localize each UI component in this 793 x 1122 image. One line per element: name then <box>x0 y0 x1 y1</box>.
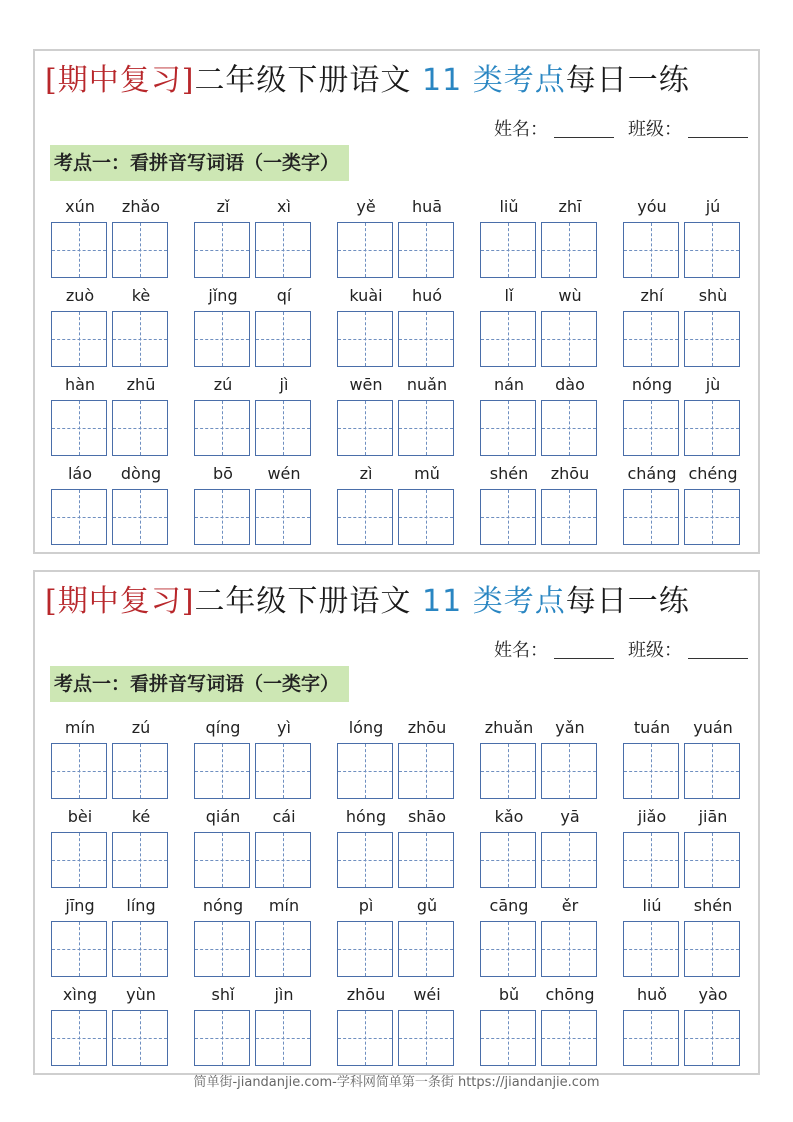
writing-box[interactable] <box>480 1010 536 1066</box>
name-label: 姓名： <box>494 119 548 140</box>
grid-row <box>51 805 745 894</box>
title-number: 11 <box>421 584 463 619</box>
writing-box[interactable] <box>337 489 393 545</box>
pinyin-label: pì <box>358 896 374 915</box>
title-grade: 二年级下册语文 <box>194 63 412 98</box>
pinyin-label: mǔ <box>414 464 440 483</box>
pinyin-label: jìn <box>274 985 294 1004</box>
section-heading: 考点一：看拼音写词语（一类字） <box>50 145 349 181</box>
pinyin-label: zhǎo <box>121 197 161 216</box>
pinyin-label: huǒ <box>636 985 668 1004</box>
title-highlight: 类考点 <box>472 63 566 98</box>
title-highlight: 类考点 <box>472 584 566 619</box>
pinyin-label: hàn <box>64 375 96 394</box>
class-field[interactable] <box>688 642 748 659</box>
pinyin-label: yuán <box>693 718 733 737</box>
writing-box[interactable] <box>684 489 740 545</box>
title-tail: 每日一练 <box>565 63 690 98</box>
pinyin-label: lóng <box>348 718 384 737</box>
pinyin-label: nuǎn <box>406 375 448 394</box>
pinyin-label: jiān <box>698 807 728 826</box>
pinyin-label: zhōu <box>346 985 386 1004</box>
pinyin-label: kè <box>131 286 151 305</box>
writing-box[interactable] <box>623 311 679 367</box>
writing-box[interactable] <box>623 489 679 545</box>
pinyin-label: nán <box>493 375 525 394</box>
writing-box[interactable] <box>541 222 597 278</box>
worksheet-2 <box>33 570 760 1075</box>
grid-row <box>51 462 745 551</box>
pinyin-label: jǐng <box>208 286 238 305</box>
pinyin-grid <box>51 716 745 1072</box>
pinyin-label: bèi <box>67 807 93 826</box>
pinyin-label: zuò <box>65 286 95 305</box>
pinyin-label: zhōu <box>407 718 447 737</box>
writing-box[interactable] <box>398 311 454 367</box>
writing-box[interactable] <box>337 400 393 456</box>
title-number: 11 <box>421 63 463 98</box>
pinyin-label: lǐ <box>504 286 514 305</box>
writing-box[interactable] <box>255 222 311 278</box>
writing-box[interactable] <box>51 1010 107 1066</box>
grid-row <box>51 894 745 983</box>
pinyin-label: hóng <box>345 807 387 826</box>
pinyin-label: cháng <box>627 464 677 483</box>
writing-box[interactable] <box>51 489 107 545</box>
grid-row <box>51 195 745 284</box>
writing-box[interactable] <box>337 921 393 977</box>
writing-box[interactable] <box>623 921 679 977</box>
writing-box[interactable] <box>255 832 311 888</box>
writing-box[interactable] <box>194 743 250 799</box>
worksheet-title <box>45 582 690 622</box>
title-tag: 期中复习 <box>57 584 182 619</box>
pinyin-label: qián <box>205 807 241 826</box>
writing-box[interactable] <box>541 489 597 545</box>
class-field[interactable] <box>688 121 748 138</box>
name-class-bar <box>494 636 748 662</box>
pinyin-label: shǐ <box>211 985 235 1004</box>
title-bracket-open: [ <box>45 63 58 98</box>
pinyin-label: bō <box>213 464 233 483</box>
class-label: 班级： <box>628 119 682 140</box>
writing-box[interactable] <box>398 400 454 456</box>
writing-box[interactable] <box>337 832 393 888</box>
writing-box[interactable] <box>684 400 740 456</box>
writing-box[interactable] <box>255 1010 311 1066</box>
pinyin-label: mín <box>268 896 300 915</box>
writing-box[interactable] <box>623 1010 679 1066</box>
title-bracket-close: ] <box>181 63 195 98</box>
pinyin-label: tuán <box>633 718 671 737</box>
writing-box[interactable] <box>541 400 597 456</box>
writing-box[interactable] <box>480 743 536 799</box>
section-heading: 考点一：看拼音写词语（一类字） <box>50 666 349 702</box>
writing-box[interactable] <box>398 1010 454 1066</box>
pinyin-label: zǐ <box>216 197 230 216</box>
pinyin-label: xìng <box>62 985 98 1004</box>
title-grade: 二年级下册语文 <box>194 584 412 619</box>
pinyin-label: shāo <box>407 807 447 826</box>
writing-box[interactable] <box>112 921 168 977</box>
worksheet-1 <box>33 49 760 554</box>
writing-box[interactable] <box>255 743 311 799</box>
pinyin-label: jú <box>705 197 721 216</box>
writing-box[interactable] <box>623 832 679 888</box>
pinyin-label: zú <box>213 375 233 394</box>
pinyin-label: yě <box>356 197 376 216</box>
pinyin-label: ké <box>131 807 151 826</box>
writing-box[interactable] <box>684 832 740 888</box>
pinyin-label: zhōu <box>550 464 590 483</box>
writing-box[interactable] <box>541 832 597 888</box>
writing-box[interactable] <box>541 1010 597 1066</box>
writing-box[interactable] <box>112 489 168 545</box>
writing-box[interactable] <box>398 743 454 799</box>
pinyin-label: gǔ <box>416 896 438 915</box>
pinyin-label: jiǎo <box>637 807 667 826</box>
writing-box[interactable] <box>684 222 740 278</box>
pinyin-label: xún <box>65 197 95 216</box>
pinyin-label: qí <box>276 286 292 305</box>
pinyin-label: yā <box>560 807 580 826</box>
pinyin-label: shén <box>693 896 733 915</box>
pinyin-label: zú <box>131 718 151 737</box>
writing-box[interactable] <box>51 400 107 456</box>
pinyin-label: líng <box>126 896 156 915</box>
writing-box[interactable] <box>255 489 311 545</box>
pinyin-label: chōng <box>545 985 595 1004</box>
pinyin-label: huó <box>411 286 443 305</box>
pinyin-label: zhuǎn <box>484 718 534 737</box>
pinyin-label: qíng <box>205 718 241 737</box>
writing-box[interactable] <box>112 743 168 799</box>
pinyin-label: dòng <box>120 464 162 483</box>
pinyin-label: bǔ <box>498 985 520 1004</box>
grid-row <box>51 983 745 1072</box>
writing-box[interactable] <box>684 921 740 977</box>
writing-box[interactable] <box>255 921 311 977</box>
writing-box[interactable] <box>623 743 679 799</box>
writing-box[interactable] <box>194 222 250 278</box>
pinyin-grid <box>51 195 745 551</box>
pinyin-label: yì <box>277 718 291 737</box>
writing-box[interactable] <box>337 311 393 367</box>
writing-box[interactable] <box>337 743 393 799</box>
name-field[interactable] <box>554 642 614 659</box>
writing-box[interactable] <box>541 743 597 799</box>
pinyin-label: zhí <box>640 286 664 305</box>
writing-box[interactable] <box>51 921 107 977</box>
writing-box[interactable] <box>480 311 536 367</box>
writing-box[interactable] <box>194 489 250 545</box>
writing-box[interactable] <box>194 832 250 888</box>
writing-box[interactable] <box>541 921 597 977</box>
writing-box[interactable] <box>112 311 168 367</box>
pinyin-label: wéi <box>413 985 441 1004</box>
writing-box[interactable] <box>684 311 740 367</box>
title-bracket-close: ] <box>181 584 195 619</box>
writing-box[interactable] <box>623 400 679 456</box>
writing-box[interactable] <box>51 311 107 367</box>
pinyin-label: yóu <box>637 197 667 216</box>
title-tail: 每日一练 <box>565 584 690 619</box>
pinyin-label: jīng <box>65 896 95 915</box>
writing-box[interactable] <box>194 311 250 367</box>
pinyin-label: wén <box>267 464 301 483</box>
writing-box[interactable] <box>194 921 250 977</box>
writing-box[interactable] <box>255 311 311 367</box>
writing-box[interactable] <box>51 832 107 888</box>
writing-box[interactable] <box>684 743 740 799</box>
writing-box[interactable] <box>194 400 250 456</box>
pinyin-label: kuài <box>349 286 383 305</box>
writing-box[interactable] <box>398 921 454 977</box>
writing-box[interactable] <box>684 1010 740 1066</box>
writing-box[interactable] <box>112 222 168 278</box>
pinyin-label: dào <box>555 375 585 394</box>
pinyin-label: cāng <box>489 896 529 915</box>
pinyin-label: zì <box>359 464 373 483</box>
title-bracket-open: [ <box>45 584 58 619</box>
writing-box[interactable] <box>255 400 311 456</box>
pinyin-label: jù <box>705 375 721 394</box>
writing-box[interactable] <box>398 222 454 278</box>
pinyin-label: láo <box>67 464 93 483</box>
grid-row <box>51 284 745 373</box>
pinyin-label: chéng <box>688 464 738 483</box>
pinyin-label: jì <box>279 375 289 394</box>
writing-box[interactable] <box>623 222 679 278</box>
pinyin-label: yǎn <box>555 718 585 737</box>
pinyin-label: wēn <box>349 375 383 394</box>
pinyin-label: zhī <box>558 197 582 216</box>
pinyin-label: wù <box>558 286 582 305</box>
writing-box[interactable] <box>194 1010 250 1066</box>
pinyin-label: shén <box>489 464 529 483</box>
pinyin-label: zhū <box>126 375 156 394</box>
pinyin-label: xì <box>277 197 291 216</box>
pinyin-label: ěr <box>561 896 579 915</box>
pinyin-label: cái <box>272 807 296 826</box>
pinyin-label: nóng <box>631 375 673 394</box>
class-label: 班级： <box>628 640 682 661</box>
writing-box[interactable] <box>480 832 536 888</box>
writing-box[interactable] <box>112 400 168 456</box>
writing-box[interactable] <box>112 1010 168 1066</box>
name-field[interactable] <box>554 121 614 138</box>
pinyin-label: liǔ <box>499 197 519 216</box>
writing-box[interactable] <box>51 743 107 799</box>
pinyin-label: yùn <box>126 985 156 1004</box>
writing-box[interactable] <box>112 832 168 888</box>
grid-row <box>51 373 745 462</box>
writing-box[interactable] <box>480 222 536 278</box>
writing-box[interactable] <box>337 1010 393 1066</box>
grid-row <box>51 716 745 805</box>
name-class-bar <box>494 115 748 141</box>
writing-box[interactable] <box>337 222 393 278</box>
pinyin-label: shù <box>698 286 728 305</box>
title-tag: 期中复习 <box>57 63 182 98</box>
pinyin-label: liú <box>642 896 662 915</box>
writing-box[interactable] <box>398 832 454 888</box>
pinyin-label: yào <box>698 985 728 1004</box>
pinyin-label: mín <box>64 718 96 737</box>
writing-box[interactable] <box>51 222 107 278</box>
pinyin-label: nóng <box>202 896 244 915</box>
writing-box[interactable] <box>480 489 536 545</box>
writing-box[interactable] <box>480 921 536 977</box>
writing-box[interactable] <box>480 400 536 456</box>
footer-watermark: 简单街-jiandanjie.com-学科网简单第一条街 https://jiandanjie.com <box>193 1075 600 1090</box>
worksheet-title <box>45 61 690 101</box>
writing-box[interactable] <box>541 311 597 367</box>
pinyin-label: huā <box>411 197 443 216</box>
name-label: 姓名： <box>494 640 548 661</box>
pinyin-label: kǎo <box>494 807 524 826</box>
writing-box[interactable] <box>398 489 454 545</box>
